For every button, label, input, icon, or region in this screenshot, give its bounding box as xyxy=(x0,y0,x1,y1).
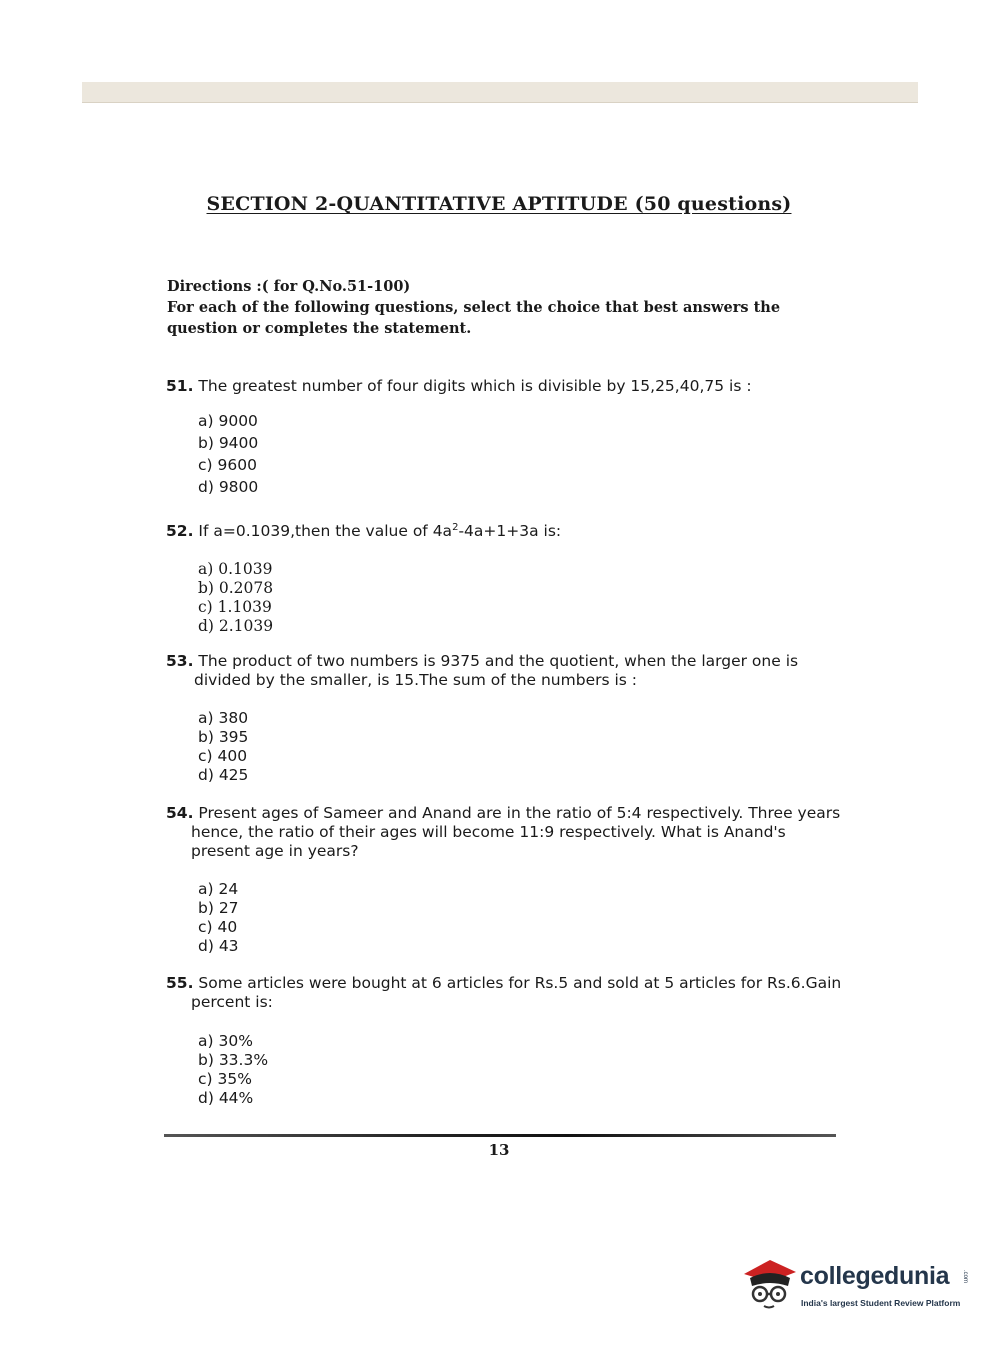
question-text: Present ages of Sameer and Anand are in the ratio of 5:4 respectively. Three years hence, the ratio of their ages will become 11:9 respectively. What is Anand's present age in years? xyxy=(191,804,841,860)
page-number: 13 xyxy=(488,1141,510,1159)
directions-heading: Directions :( for Q.No.51-100) xyxy=(167,278,411,295)
option-c: c) 40 xyxy=(198,918,238,936)
option-d: d) 2.1039 xyxy=(198,617,274,636)
option-a: a) 0.1039 xyxy=(198,560,273,579)
option-b: b) 0.2078 xyxy=(198,579,274,598)
logo-suffix: .com xyxy=(962,1270,968,1284)
option-c: c) 9600 xyxy=(198,456,257,474)
question-number: 52 xyxy=(166,522,188,541)
option-d: d) 9800 xyxy=(198,478,259,496)
logo-name: collegedunia xyxy=(800,1262,950,1290)
scan-top-band xyxy=(82,82,918,103)
question-text: The product of two numbers is 9375 and the quotient, when the larger one is divided by the smaller, is 15.The sum of the numbers is : xyxy=(194,652,799,689)
option-list xyxy=(198,1032,878,1108)
option-b: b) 395 xyxy=(198,728,249,746)
question-text: Some articles were bought at 6 articles for Rs.5 and sold at 5 articles for Rs.6.Gain percent is: xyxy=(191,974,842,1011)
option-list xyxy=(198,880,878,956)
option-d: d) 425 xyxy=(198,766,249,784)
option-d: d) 44% xyxy=(198,1089,254,1107)
option-b: b) 33.3% xyxy=(198,1051,269,1069)
question-54 xyxy=(166,804,846,956)
question-stem: 54. Present ages of Sameer and Anand are in the ratio of 5:4 respectively. Three years hence, the ratio of their ages will become 11:9 respectively. What is Anand's present age in years? xyxy=(166,804,841,860)
directions-block xyxy=(167,276,847,339)
question-number: 53 xyxy=(166,652,188,670)
question-stem: 51. The greatest number of four digits which is divisible by 15,25,40,75 is : xyxy=(166,377,752,395)
question-number: 51 xyxy=(166,377,188,395)
mascot-icon xyxy=(740,1252,800,1314)
option-b: b) 9400 xyxy=(198,434,259,452)
question-text-part-2: -4a+1+3a is: xyxy=(458,522,562,541)
question-number: 54 xyxy=(166,804,188,822)
option-c: c) 35% xyxy=(198,1070,252,1088)
option-a: a) 9000 xyxy=(198,412,258,430)
collegedunia-logo xyxy=(740,1252,970,1322)
question-stem: 55. Some articles were bought at 6 articles for Rs.5 and sold at 5 articles for Rs.6.Gain percent is: xyxy=(166,974,842,1011)
directions-text: For each of the following questions, select the choice that best answers the question or completes the statement. xyxy=(167,299,781,337)
section-title xyxy=(0,193,998,215)
option-list xyxy=(198,560,878,636)
question-53 xyxy=(166,652,846,785)
option-b: b) 27 xyxy=(198,899,239,917)
option-a: a) 30% xyxy=(198,1032,253,1050)
question-text: The greatest number of four digits which is divisible by 15,25,40,75 is : xyxy=(198,377,752,395)
question-55 xyxy=(166,974,846,1108)
question-52 xyxy=(166,518,846,636)
option-a: a) 24 xyxy=(198,880,239,898)
section-title-text: SECTION 2-QUANTITATIVE APTITUDE (50 questions) xyxy=(206,193,792,215)
option-a: a) 380 xyxy=(198,709,249,727)
option-list xyxy=(198,412,878,500)
footer-rule xyxy=(164,1134,836,1137)
question-stem: 53. The product of two numbers is 9375 and the quotient, when the larger one is divided by the smaller, is 15.The sum of the numbers is : xyxy=(166,652,799,689)
logo-tagline: India's largest Student Review Platform xyxy=(801,1298,961,1308)
option-list xyxy=(198,709,878,785)
option-c: c) 400 xyxy=(198,747,248,765)
question-text-part-1: If a=0.1039,then the value of 4a xyxy=(198,522,453,541)
option-c: c) 1.1039 xyxy=(198,598,272,617)
question-number: 55 xyxy=(166,974,188,992)
option-d: d) 43 xyxy=(198,937,239,955)
question-stem: 52. If a=0.1039,then the value of $4a^2-4a+1+3a$ is: xyxy=(166,522,562,541)
question-51 xyxy=(166,377,846,500)
superscript: 2 xyxy=(452,522,459,533)
